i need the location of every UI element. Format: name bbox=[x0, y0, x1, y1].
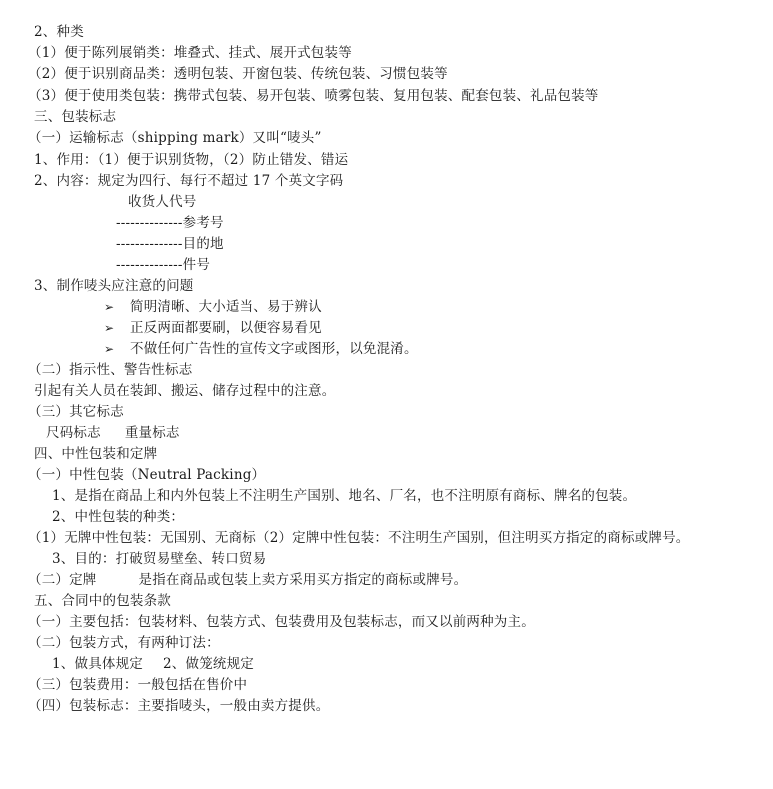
text-line: （一）主要包括：包装材料、包装方式、包装费用及包装标志，而又以前两种为主。 bbox=[28, 614, 535, 630]
subheading-shipping-mark: （一）运输标志（shipping mark）又叫“唛头” bbox=[28, 130, 322, 146]
text-line: 1、是指在商品上和内外包装上不注明生产国别、地名、厂名，也不注明原有商标、牌名的包装。 bbox=[52, 488, 637, 504]
text-line: （三）包装费用：一般包括在售价中 bbox=[28, 677, 248, 693]
text-line: 2、中性包装的种类： bbox=[52, 509, 185, 525]
heading-neutral-packing: 四、中性包装和定牌 bbox=[34, 446, 158, 462]
size-mark-label: 尺码标志 bbox=[46, 425, 101, 441]
text-line bbox=[28, 570, 467, 590]
bullet-text: 不做任何广告性的宣传文字或图形，以免混淆。 bbox=[130, 341, 418, 357]
text-line: （二）包装方式，有两种订法： bbox=[28, 635, 220, 651]
weight-mark-label: 重量标志 bbox=[124, 425, 180, 441]
mark-line: --------------参考号 bbox=[116, 215, 224, 231]
text-line: （四）包装标志：主要指唛头，一般由卖方提供。 bbox=[28, 698, 330, 714]
text-line: 3、制作唛头应注意的问题 bbox=[34, 278, 194, 294]
mark-line: 收货人代号 bbox=[128, 194, 197, 210]
arrow-bullet-icon: ➢ bbox=[104, 321, 115, 335]
arrow-bullet-icon: ➢ bbox=[104, 300, 115, 314]
bullet-item bbox=[104, 297, 322, 317]
bullet-text: 正反两面都要刷，以便容易看见 bbox=[130, 320, 322, 336]
text-line: （1）无牌中性包装：无国别、无商标（2）定牌中性包装：不注明生产国别，但注明买方指定的商标或牌号。 bbox=[28, 530, 690, 546]
method-specific: 1、做具体规定 bbox=[52, 656, 143, 672]
text-line: 引起有关人员在装卸、搬运、储存过程中的注意。 bbox=[34, 383, 336, 399]
text-line: （3）便于使用类包装：携带式包装、易开包装、喷雾包装、复用包装、配套包装、礼品包装等 bbox=[28, 88, 599, 104]
bullet-text: 简明清晰、大小适当、易于辨认 bbox=[130, 299, 322, 315]
mark-line: --------------目的地 bbox=[116, 236, 224, 252]
bullet-item bbox=[104, 339, 418, 359]
bullet-item bbox=[104, 318, 322, 338]
text-line bbox=[52, 654, 254, 674]
method-general: 2、做笼统规定 bbox=[163, 656, 254, 672]
arrow-bullet-icon: ➢ bbox=[104, 342, 115, 356]
subheading: （二）定牌 bbox=[28, 572, 97, 588]
text-line bbox=[46, 423, 180, 443]
text-line: （2）便于识别商品类：透明包装、开窗包装、传统包装、习惯包装等 bbox=[28, 66, 448, 82]
heading-types: 2、种类 bbox=[34, 24, 84, 40]
heading-contract-clause: 五、合同中的包装条款 bbox=[34, 593, 171, 609]
text-line: 1、作用：（1）便于识别货物，（2）防止错发、错运 bbox=[34, 152, 349, 168]
text-line: 3、目的：打破贸易壁垒、转口贸易 bbox=[52, 551, 267, 567]
text-line: 2、内容：规定为四行、每行不超过 17 个英文字码 bbox=[34, 173, 344, 189]
heading-packing-marks: 三、包装标志 bbox=[34, 109, 117, 125]
subheading: （二）指示性、警告性标志 bbox=[28, 362, 193, 378]
definition-text: 是指在商品或包装上卖方采用买方指定的商标或牌号。 bbox=[138, 572, 468, 588]
subheading: （一）中性包装（Neutral Packing） bbox=[28, 467, 266, 483]
mark-line: --------------件号 bbox=[116, 257, 211, 273]
text-line: （1）便于陈列展销类：堆叠式、挂式、展开式包装等 bbox=[28, 45, 352, 61]
subheading: （三）其它标志 bbox=[28, 404, 124, 420]
